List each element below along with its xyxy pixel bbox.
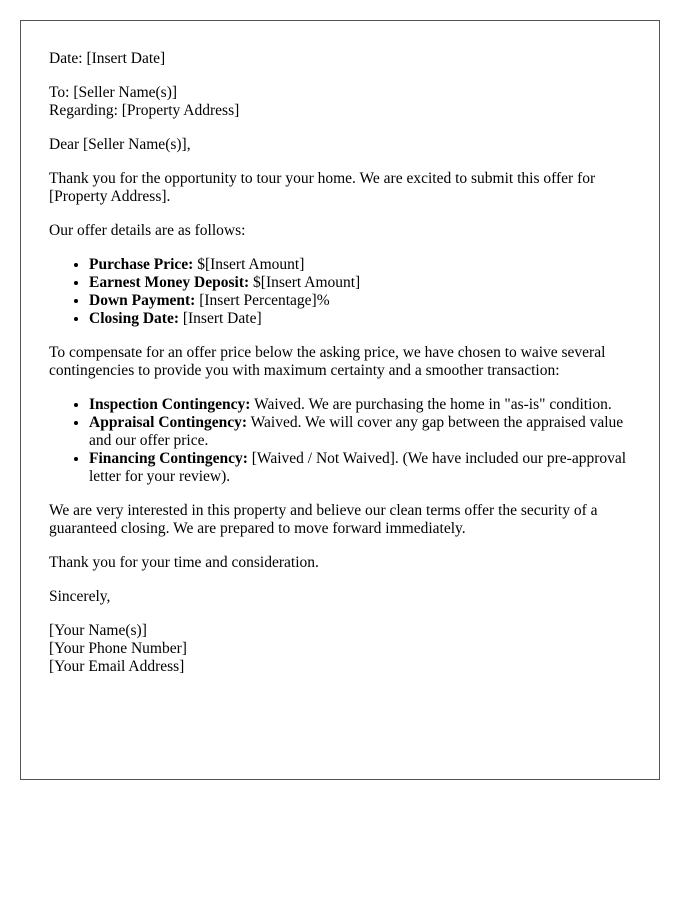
to-line: To: [Seller Name(s)] [49,84,178,101]
compensation-paragraph: To compensate for an offer price below the asking price, we have chosen to waive several contingencies to provide you with maximum certainty and a smoother transaction: [49,344,606,379]
salutation: Dear [Seller Name(s)], [49,136,191,153]
contingency-value: Waived. We are purchasing the home in "as-is" condition. [250,396,612,413]
offer-intro: Our offer details are as follows: [49,222,246,239]
closing: Sincerely, [49,588,111,605]
offer-detail-value: $[Insert Amount] [193,256,305,273]
list-item [89,310,639,328]
offer-detail-value: $[Insert Amount] [249,274,361,291]
contingency-value: Waived. We will cover any gap between the appraised value and our offer price. [89,414,624,449]
signature-email: [Your Email Address] [49,658,185,675]
list-item [89,414,639,450]
offer-detail-label: Closing Date: [89,310,179,327]
offer-detail-value: [Insert Date] [178,310,262,327]
list-item [89,396,639,414]
offer-detail-label: Purchase Price: [89,256,194,273]
signature-block [49,622,639,676]
contingencies-list [49,396,639,486]
contingency-value: [Waived / Not Waived]. (We have included our pre-approval letter for your review). [89,450,627,485]
offer-detail-label: Down Payment: [89,292,196,309]
letter-page [20,20,660,780]
contingency-label: Inspection Contingency: [89,396,251,413]
list-item [89,256,639,274]
intro-paragraph: Thank you for the opportunity to tour your home. We are excited to submit this offer for [Property Address]. [49,170,596,205]
list-item [89,450,639,486]
signature-phone: [Your Phone Number] [49,640,187,657]
interest-paragraph: We are very interested in this property and believe our clean terms offer the security of a guaranteed closing. We are prepared to move forward immediately. [49,502,598,537]
letter-body [49,50,639,692]
recipient-block [49,84,639,120]
thanks-paragraph: Thank you for your time and consideration. [49,554,319,571]
contingency-label: Financing Contingency: [89,450,248,467]
list-item [89,292,639,310]
offer-detail-label: Earnest Money Deposit: [89,274,250,291]
list-item [89,274,639,292]
offer-detail-value: [Insert Percentage]% [195,292,330,309]
contingency-label: Appraisal Contingency: [89,414,248,431]
regarding-line: Regarding: [Property Address] [49,102,240,119]
signature-name: [Your Name(s)] [49,622,147,639]
date-line: Date: [Insert Date] [49,50,166,67]
offer-details-list [49,256,639,328]
